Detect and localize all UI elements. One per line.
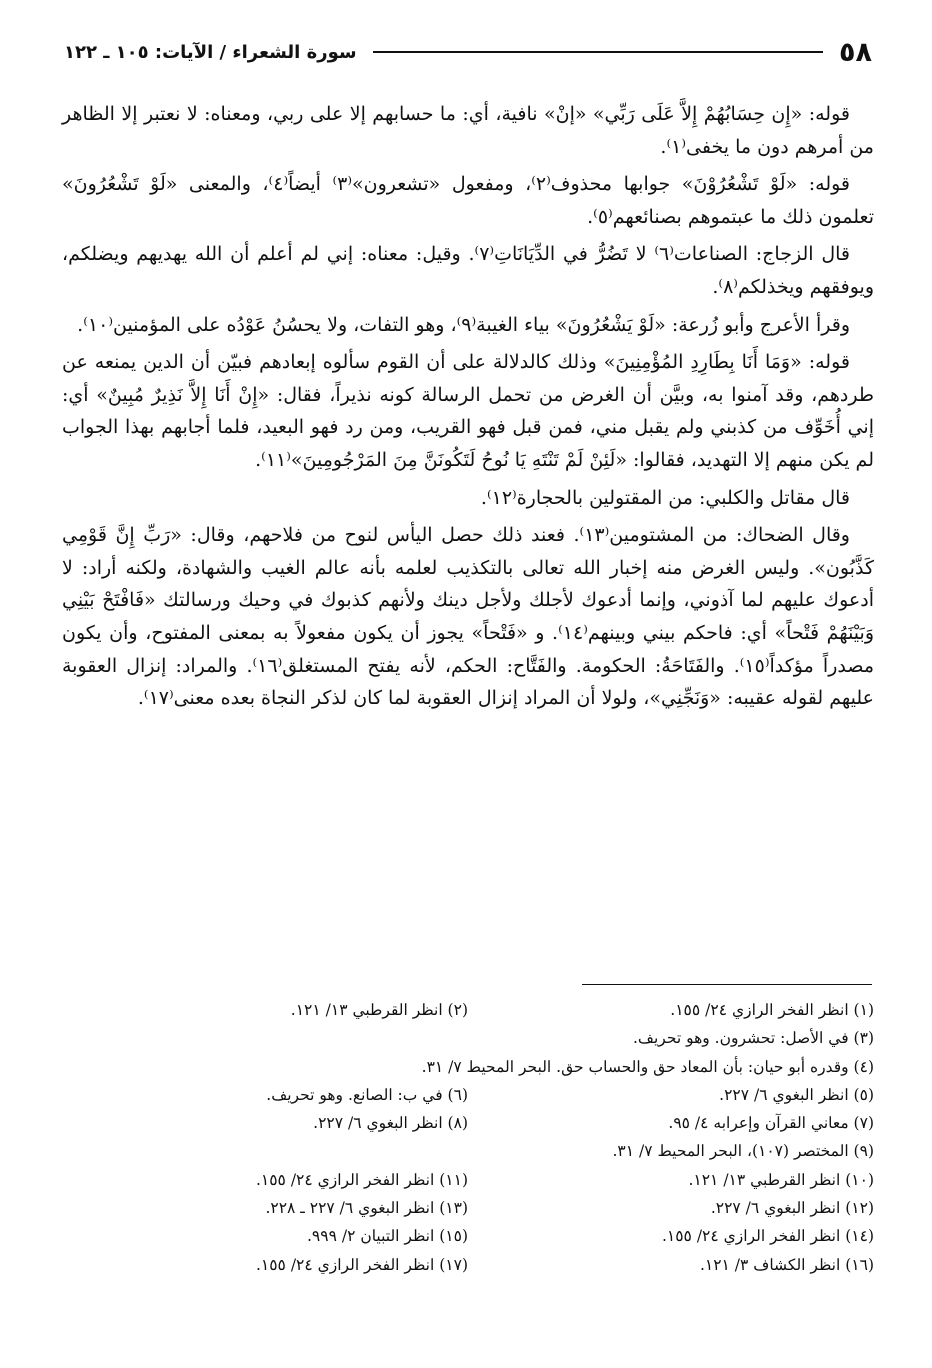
main-text [62, 98, 874, 720]
footnote: (١٣) انظر البغوي ٦/ ٢٢٧ ـ ٢٢٨. [265, 1199, 468, 1218]
footnotes [62, 996, 874, 1279]
footnote: (٣) في الأصل: تحشرون. وهو تحريف. [633, 1029, 874, 1048]
footnote-row [62, 1137, 874, 1165]
footnote-row [62, 996, 874, 1024]
header-rule [373, 51, 823, 53]
footnote-row [62, 1251, 874, 1279]
footnote: (١) انظر الفخر الرازي ٢٤/ ١٥٥. [670, 1001, 874, 1019]
paragraph: وقرأ الأعرج وأبو زُرعة: «لَوْ يَشْعُرُونَ» بياء الغيبة⁽٩⁾، وهو التفات، ولا يحسُنُ عَوْدُه على المؤمنين⁽١٠⁾. [77, 313, 850, 336]
page-header [64, 32, 872, 72]
footnote: (٥) انظر البغوي ٦/ ٢٢٧. [719, 1085, 874, 1104]
paragraph: قوله: «إِن حِسَابُهُمْ إِلاَّ عَلَى رَبِّي» «إنْ» نافية، أي: ما حسابهم إلا على ربي، ومعناه: لا نعتبر إلا الظاهر من أمرهم دون ما يخفى⁽١⁾. [62, 103, 874, 158]
footnote: (١٢) انظر البغوي ٦/ ٢٢٧. [710, 1199, 874, 1218]
footnote: (١٤) انظر الفخر الرازي ٢٤/ ١٥٥. [661, 1227, 874, 1246]
paragraph: قوله: «لَوْ تَشْعُرُوْنَ» جوابها محذوف⁽٢⁾، ومفعول «تشعرون»⁽٣⁾ أيضاً⁽٤⁾، والمعنى «لَوْ تَشْعُرُونَ» تعلمون ذلك ما عبتموهم بصنائعهم⁽٥⁾. [62, 173, 874, 228]
footnote-row [62, 1053, 874, 1081]
footnote-row [62, 1081, 874, 1109]
footnote-row [62, 1194, 874, 1222]
footnote: (٨) انظر البغوي ٦/ ٢٢٧. [313, 1114, 468, 1133]
footnote-row [62, 1222, 874, 1250]
footnote-row [62, 1024, 874, 1052]
footnote: (٢) انظر القرطبي ١٣/ ١٢١. [290, 1001, 468, 1019]
footnote-row [62, 1166, 874, 1194]
footnote: (١٦) انظر الكشاف ٣/ ١٢١. [699, 1255, 874, 1274]
footnote: (١٥) انظر التبيان ٢/ ٩٩٩. [306, 1227, 468, 1246]
footnote: (٤) وقدره أبو حيان: بأن المعاد حق والحساب حق. البحر المحيط ٧/ ٣١. [421, 1057, 874, 1076]
footnote: (٦) في ب: الصانع. وهو تحريف. [266, 1085, 468, 1104]
paragraph: قال مقاتل والكلبي: من المقتولين بالحجارة⁽١٢⁾. [480, 486, 850, 509]
paragraph: وقال الضحاك: من المشتومين⁽١٣⁾. فعند ذلك حصل اليأس لنوح من فلاحهم، وقال: «رَبِّ إِنَّ قَوْمِي كَذَّبُون». وليس الغرض منه إخبار الله تعالى بالتكذيب لعلمه بأنه عالم الغيب والشهادة، ولكنه أراد: لا أدعوك عليهم لما آذوني، وإنما أدعوك لأجلك ولأجل دينك ولأنهم كذبوك في وحيك ورسالتك «فَافْتَحْ بَيْنِي وَبَيْنَهُمْ فَتْحاً» أي: فاحكم بيني وبينهم⁽١٤⁾. و «فَتْحاً» يجوز أن يكون مفعولاً به بمعنى المفتوح، وأن يكون مصدراً مؤكداً⁽١٥⁾. والفَتَاحَةُ: الحكومة. والفَتَّاح: الحكم، لأنه يفتح المستغلق⁽١٦⁾. والمراد: إنزال العقوبة عليهم لقوله عقيبه: «وَنَجِّنِي»، ولولا أن المراد إنزال العقوبة لما كان لذكر النجاة بعده معنى⁽١٧⁾. [62, 524, 874, 710]
footnote: (٩) المختصر (١٠٧)، البحر المحيط ٧/ ٣١. [612, 1142, 874, 1161]
page-number: ٥٨ [839, 36, 872, 68]
footnote-separator [582, 984, 872, 985]
footnote-row [62, 1109, 874, 1137]
paragraph: قال الزجاج: الصناعات⁽٦⁾ لا تَضُرُّ في الدِّيَانَاتِ⁽٧⁾. وقيل: معناه: إني لم أعلم أن الله يهديهم ويضلكم، ويوفقهم ويخذلكم⁽٨⁾. [62, 243, 874, 298]
footnote: (١١) انظر الفخر الرازي ٢٤/ ١٥٥. [255, 1170, 468, 1189]
paragraph: قوله: «وَمَا أَنَا بِطَارِدِ المُؤْمِنِينَ» وذلك كالدلالة على أن القوم سألوه إبعادهم فبيّن أن الدين يمنعه عن طردهم، وقد آمنوا به، وبيَّن أن الغرض من تحمل الرسالة كونه نذيراً، فقال: «إِنْ أَنَا إِلاَّ نَذِيرٌ مُبِينٌ» أي: إني أُخَوِّف من كذبني ولم يقبل مني، فمن قبل فهو القريب، ومن رد فهو البعيد، فلما أجابهم بهذا الجواب لم يكن منهم إلا التهديد، فقالوا: «لَئِنْ لَمْ تَنْتَهِ يَا نُوحُ لَتَكُونَنَّ مِنَ المَرْجُومِينَ»⁽١١⁾. [62, 351, 874, 471]
running-title: سورة الشعراء / الآيات: ١٠٥ ـ ١٢٢ [64, 41, 357, 63]
footnote: (١٧) انظر الفخر الرازي ٢٤/ ١٥٥. [255, 1255, 468, 1274]
footnote: (١٠) انظر القرطبي ١٣/ ١٢١. [688, 1170, 874, 1189]
footnote: (٧) معاني القرآن وإعرابه ٤/ ٩٥. [668, 1114, 874, 1133]
